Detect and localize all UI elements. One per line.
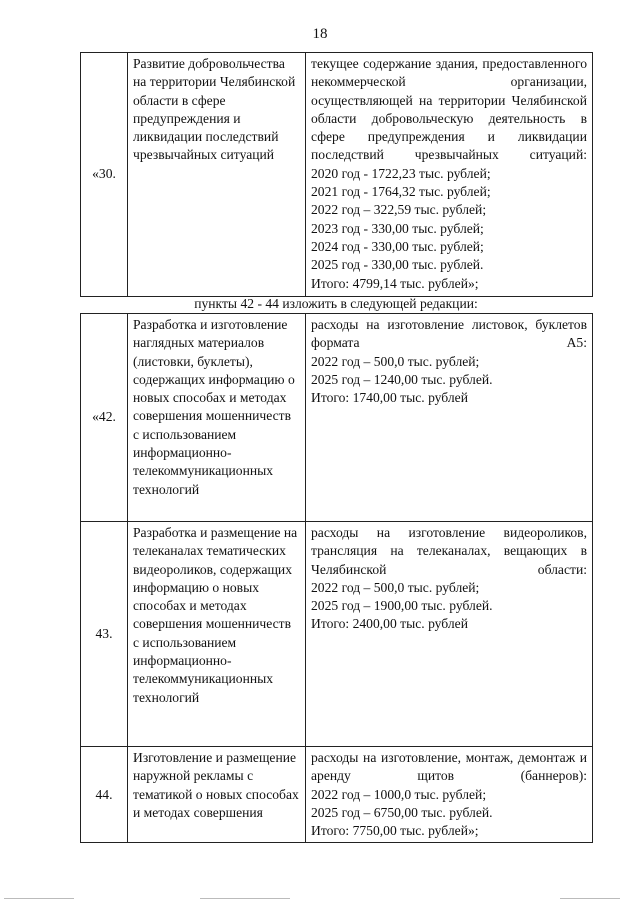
- funding-line: 2023 год - 330,00 тыс. рублей;: [311, 220, 484, 236]
- table-row: [81, 522, 593, 747]
- funding-line: 2022 год – 322,59 тыс. рублей;: [311, 202, 487, 218]
- funding-total: Итого: 2400,00 тыс. рублей: [311, 616, 468, 632]
- funding-total: Итого: 4799,14 тыс. рублей»;: [311, 275, 479, 291]
- measure-funding: [306, 522, 593, 747]
- measure-funding: [306, 314, 593, 522]
- measure-funding: [306, 53, 593, 297]
- measures-table-items-42-44: [80, 313, 593, 843]
- funding-line: 2021 год - 1764,32 тыс. рублей;: [311, 184, 491, 200]
- funding-line: 2024 год - 330,00 тыс. рублей;: [311, 238, 484, 254]
- page-number: 18: [312, 26, 328, 42]
- amendment-note: пункты 42 - 44 изложить в следующей редакции:: [194, 296, 478, 311]
- row-number: 43.: [81, 522, 128, 747]
- scan-footer-marks: [0, 898, 640, 901]
- measure-name: Разработка и размещение на телеканалах тематических видеороликов, содержащих информацию о новых способах и методах совершения мошенничеств с использованием информационно-телекоммуникационных технологий: [128, 522, 306, 747]
- funding-line: 2022 год – 500,0 тыс. рублей;: [311, 353, 480, 369]
- table-row: [81, 747, 593, 843]
- measure-name: Развитие добровольчества на территории Челябинской области в сфере предупреждения и ликвидации последствий чрезвычайных ситуаций: [128, 53, 306, 297]
- funding-line: 2025 год - 330,00 тыс. рублей.: [311, 257, 484, 273]
- funding-text: расходы на изготовление листовок, буклетов формата А5:: [311, 317, 587, 351]
- measures-table-item-30: [80, 52, 593, 297]
- funding-text: расходы на изготовление видеороликов, трансляция на телеканалах, вещающих в Челябинской области:: [311, 525, 587, 577]
- row-number: 44.: [81, 747, 128, 843]
- funding-line: 2025 год – 1240,00 тыс. рублей.: [311, 371, 493, 387]
- funding-line: 2020 год - 1722,23 тыс. рублей;: [311, 165, 491, 181]
- table-row: [81, 53, 593, 297]
- measure-funding: [306, 747, 593, 843]
- funding-line: 2025 год – 1900,00 тыс. рублей.: [311, 598, 493, 614]
- funding-text: текущее содержание здания, предоставленного некоммерческой организации, осуществляющей на территории Челябинской области добровольческую деятельность в сфере предупреждения и ликвидации последствий чрезвычайных ситуаций:: [311, 56, 587, 163]
- funding-total: Итого: 7750,00 тыс. рублей»;: [311, 823, 479, 839]
- table-row: [81, 314, 593, 522]
- measure-name: Изготовление и размещение наружной рекламы с тематикой о новых способах и методах совершения: [128, 747, 306, 843]
- measure-name: Разработка и изготовление наглядных материалов (листовки, буклеты), содержащих информацию о новых способах и методах совершения мошенничеств с использованием информационно-телекоммуникационных технологий: [128, 314, 306, 522]
- funding-line: 2022 год – 500,0 тыс. рублей;: [311, 579, 480, 595]
- funding-line: 2022 год – 1000,0 тыс. рублей;: [311, 786, 487, 802]
- row-number: «30.: [81, 53, 128, 297]
- funding-total: Итого: 1740,00 тыс. рублей: [311, 390, 468, 406]
- funding-text: расходы на изготовление, монтаж, демонтаж и аренду щитов (баннеров):: [311, 750, 587, 784]
- funding-line: 2025 год – 6750,00 тыс. рублей.: [311, 804, 493, 820]
- row-number: «42.: [81, 314, 128, 522]
